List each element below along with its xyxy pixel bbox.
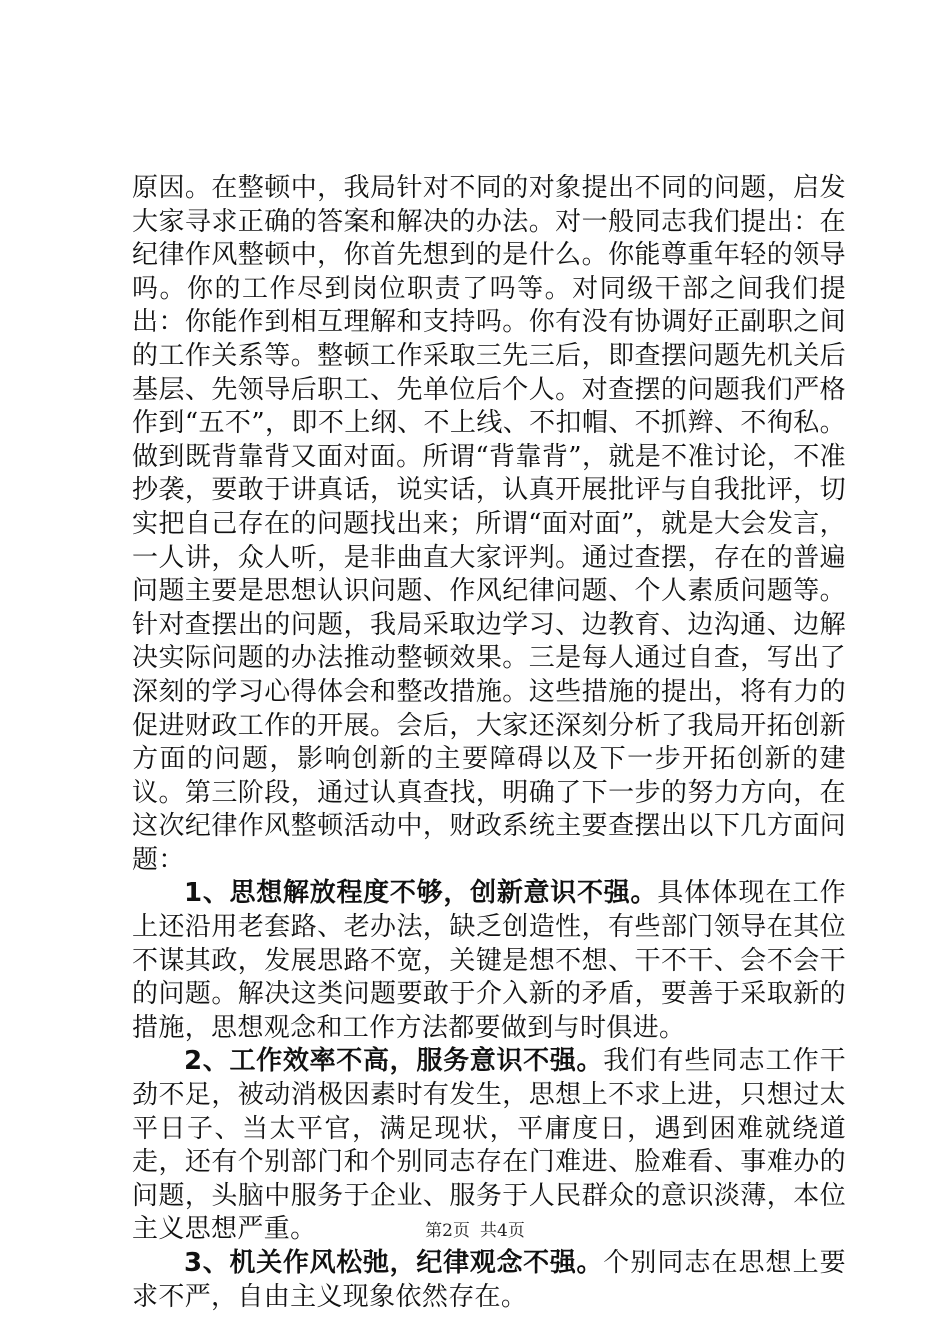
page-number: 第2页 [425,1221,470,1241]
intro-paragraph: 原因。在整顿中，我局针对不同的对象提出不同的问题，启发大家寻求正确的答案和解决的办法。对一般同志我们提出：在纪律作风整顿中，你首先想到的是什么。你能尊重年轻的领导吗。你的工作尽到岗位职责了吗等。对同级干部之间我们提出：你能作到相互理解和支持吗。你有没有协调好正副职之间的工作关系等。整顿工作采取三先三后，即查摆问题先机关后基层、先领导后职工、先单位后个人。对查摆的问题我们严格作到“五不”，即不上纲、不上线、不扣帽、不抓辫、不徇私。做到既背靠背又面对面。所谓“背靠背”，就是不准讨论，不准抄袭，要敢于讲真话，说实话，认真开展批评与自我批评，切实把自己存在的问题找出来；所谓“面对面”，就是大会发言，一人讲，众人听，是非曲直大家评判。通过查摆，存在的普遍问题主要是思想认识问题、作风纪律问题、个人素质问题等。针对查摆出的问题，我局采取边学习、边教育、边沟通、边解决实际问题的办法推动整顿效果。三是每人通过自查，写出了深刻的学习心得体会和整改措施。这些措施的提出，将有力的促进财政工作的开展。会后，大家还深刻分析了我局开拓创新方面的问题，影响创新的主要障碍以及下一步开拓创新的建议。第三阶段，通过认真查找，明确了下一步的努力方向，在这次纪律作风整顿活动中，财政系统主要查摆出以下几方面问题： [132,173,846,875]
point-heading: 2、工作效率不高，服务意识不强。 [184,1046,604,1077]
point-text: 具体体现在工作上还沿用老套路、老办法，缺乏创造性，有些部门领导在其位不谋其政，发展思路不宽，关键是想不想、干不干、会不会干的问题。解决这类问题要敢于介入新的矛盾，要善于采取新的措施，思想观念和工作方法都要做到与时俱进。 [132,878,847,1043]
point-paragraph-3 [132,1247,846,1314]
point-text: 个别同志在思想上要求不严，自由主义现象依然存在。 [132,1248,846,1312]
page-footer [0,1216,950,1241]
point-heading: 3、机关作风松弛，纪律观念不强。 [184,1248,604,1278]
page-total: 共4页 [480,1221,525,1241]
point-heading: 1、思想解放程度不够，创新意识不强。 [184,878,658,909]
point-paragraph-1 [132,877,846,1045]
document-body [132,172,846,1314]
point-text: 我们有些同志工作干劲不足，被动消极因素时有发生，思想上不求上进，只想过太平日子、当太平官，满足现状，平庸度日，遇到困难就绕道走，还有个别部门和个别同志存在门难进、脸难看、事难办的问题，头脑中服务于企业、服务于人民群众的意识淡薄，本位主义思想严重。 [132,1046,846,1245]
